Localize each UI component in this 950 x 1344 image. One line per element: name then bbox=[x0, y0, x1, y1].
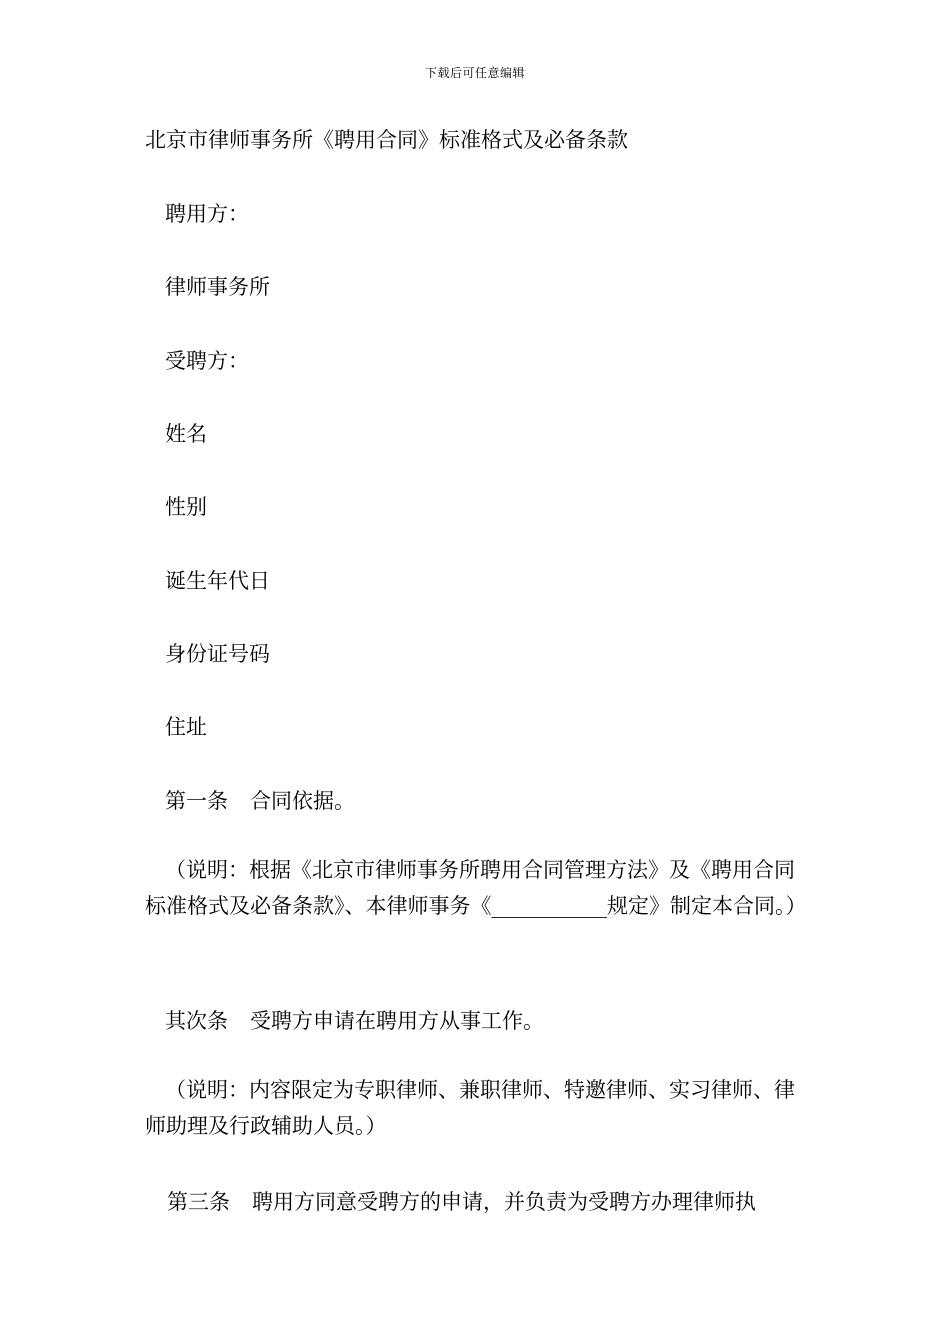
field-birth-date: 诞生年代日 bbox=[165, 569, 270, 593]
article-2-label: 其次条 bbox=[165, 1009, 228, 1033]
article-2 bbox=[165, 1005, 544, 1035]
article-1-label: 第一条 bbox=[165, 789, 228, 813]
article-3 bbox=[167, 1186, 756, 1216]
article-3-text: 聘用方同意受聘方的申请，并负责为受聘方办理律师执 bbox=[252, 1190, 756, 1214]
field-address: 住址 bbox=[165, 715, 207, 739]
document-title: 北京市律师事务所《聘用合同》标准格式及必备条款 bbox=[145, 128, 628, 152]
field-employee: 受聘方： bbox=[165, 349, 249, 373]
note-2: （说明：内容限定为专职律师、兼职律师、特邀律师、实习律师、律师助理及行政辅助人员。） bbox=[145, 1078, 795, 1138]
article-2-text: 受聘方申请在聘用方从事工作。 bbox=[250, 1009, 544, 1033]
field-law-firm: 律师事务所 bbox=[165, 275, 270, 299]
field-employer: 聘用方： bbox=[165, 202, 249, 226]
page-header: 下载后可任意编辑 bbox=[424, 66, 525, 80]
field-name: 姓名 bbox=[165, 422, 207, 446]
note-1: （说明：根据《北京市律师事务所聘用合同管理方法》及《聘用合同标准格式及必备条款》、本律师事务《___________规定》制定本合同。） bbox=[145, 858, 807, 918]
article-1-text: 合同依据。 bbox=[250, 789, 355, 813]
field-gender: 性别 bbox=[165, 495, 207, 519]
article-3-label: 第三条 bbox=[167, 1190, 230, 1214]
article-1 bbox=[165, 785, 355, 815]
field-id-number: 身份证号码 bbox=[165, 642, 270, 666]
